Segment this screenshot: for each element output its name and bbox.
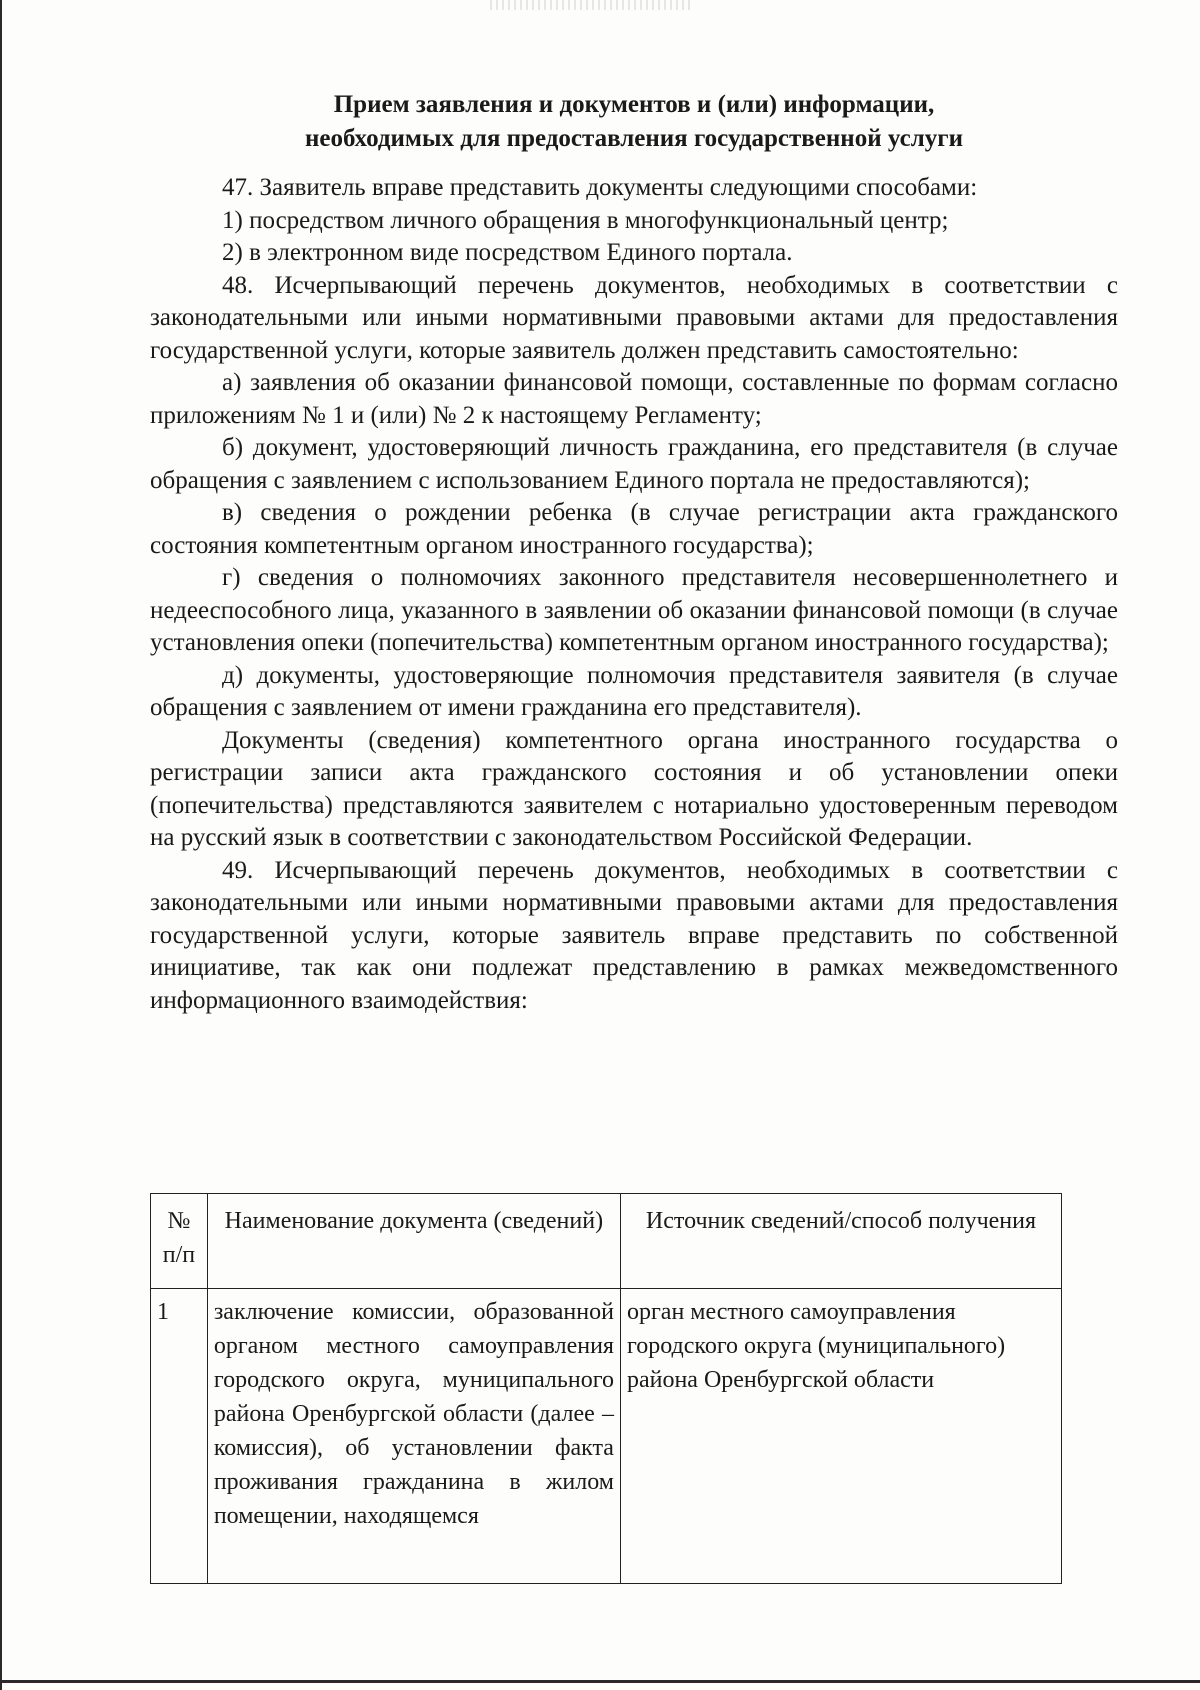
header-document-name: Наименование документа (сведений) (207, 1194, 620, 1289)
page-bottom-edge (0, 1680, 1200, 1683)
paragraph-47-item-2: 2) в электронном виде посредством Единого портала. (222, 239, 793, 266)
page-left-edge (0, 0, 2, 1690)
paragraph-48-item-g: г) сведения о полномочиях законного представителя несовершеннолетнего и недееспособного лица, указанного в заявлении об оказании финансовой помощи (в случае установления опеки (попечительства) компетентным органом иностранного государства); (150, 564, 1118, 656)
paragraph-foreign-documents: Документы (сведения) компетентного органа иностранного государства о регистрации записи акта гражданского состояния и об установлении опеки (попечительства) представляются заявителем с нотариально удостоверенным переводом на русский язык в соответствии с законодательством Российской Федерации. (150, 726, 1118, 851)
document-body (150, 88, 1118, 1017)
header-source: Источник сведений/способ получения (620, 1194, 1061, 1289)
paragraph-48: 48. Исчерпывающий перечень документов, необходимых в соответствии с законодательными или иными нормативными правовыми актами для предоставления государственной услуги, которые заявитель должен представить самостоятельно: (150, 271, 1118, 364)
paragraph-48-item-b: б) документ, удостоверяющий личность гражданина, его представителя (в случае обращения с заявлением с использованием Единого портала не предоставляются); (150, 434, 1118, 494)
row-source: орган местного самоуправления городского округа (муниципального) района Оренбургской области (620, 1289, 1061, 1584)
paragraph-47: 47. Заявитель вправе представить документы следующими способами: (222, 174, 978, 201)
row-document-name: заключение комиссии, образованной органом местного самоуправления городского округа, муниципального района Оренбургской области (далее – комиссия), об установлении факта проживания гражданина в жилом помещении, находящемся (207, 1289, 620, 1584)
section-title (150, 88, 1118, 156)
paragraph-48-item-v: в) сведения о рождении ребенка (в случае регистрации акта гражданского состояния компетентным органом иностранного государства); (150, 499, 1118, 559)
paragraph-48-item-d: д) документы, удостоверяющие полномочия представителя заявителя (в случае обращения с заявлением от имени гражданина его представителя). (150, 661, 1118, 721)
scan-noise (490, 0, 690, 10)
header-num: № п/п (151, 1194, 208, 1289)
documents-table (150, 1193, 1062, 1584)
paragraph-49: 49. Исчерпывающий перечень документов, необходимых в соответствии с законодательными или иными нормативными правовыми актами для предоставления государственной услуги, которые заявитель вправе представить по собственной инициативе, так как они подлежат представлению в рамках межведомственного информационного взаимодействия: (150, 856, 1118, 1014)
paragraph-48-item-a: а) заявления об оказании финансовой помощи, составленные по формам согласно приложениям № 1 и (или) № 2 к настоящему Регламенту; (150, 369, 1118, 429)
table-header-row (151, 1194, 1062, 1289)
section-title-line-2: необходимых для предоставления государственной услуги (305, 125, 963, 152)
section-title-line-1: Прием заявления и документов и (или) информации, (333, 91, 935, 118)
paragraph-47-item-1: 1) посредством личного обращения в многофункциональный центр; (222, 206, 949, 234)
table-row (151, 1289, 1062, 1584)
row-num: 1 (151, 1289, 208, 1584)
